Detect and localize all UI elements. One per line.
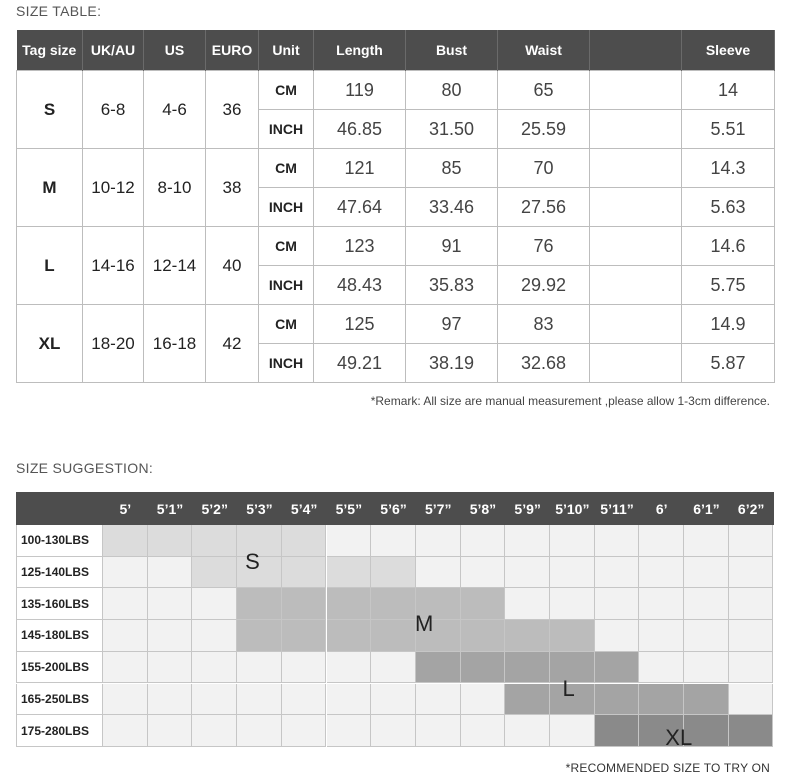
grid-cell: [327, 557, 372, 589]
zone-label-s: S: [245, 548, 260, 574]
blank-cell: [590, 266, 682, 305]
grid-cell: [416, 525, 461, 557]
size-table-header-row: [17, 30, 775, 71]
bust-cell: 85: [406, 149, 498, 188]
grid-cell: [282, 588, 327, 620]
height-header: 5’5”: [335, 500, 363, 517]
grid-cell: [371, 525, 416, 557]
length-cell: 46.85: [314, 110, 406, 149]
blank-cell: [590, 149, 682, 188]
grid-cell: [639, 620, 684, 652]
bust-cell: 91: [406, 227, 498, 266]
weight-label: 165-250LBS: [16, 684, 103, 716]
euro-cell: 40: [206, 227, 259, 305]
grid-cell: [148, 652, 193, 684]
bust-cell: 35.83: [406, 266, 498, 305]
grid-cell: [237, 652, 282, 684]
grid-cell: [461, 588, 506, 620]
grid-cell: [639, 525, 684, 557]
unit-cell: INCH: [259, 344, 314, 383]
length-cell: 47.64: [314, 188, 406, 227]
grid-cell: [371, 588, 416, 620]
col-euro: EURO: [206, 30, 259, 71]
grid-cell: [684, 684, 729, 716]
length-cell: 49.21: [314, 344, 406, 383]
grid-cell: [595, 588, 640, 620]
grid-cell: [327, 652, 372, 684]
grid-cell: [729, 588, 774, 620]
grid-cell: [371, 715, 416, 747]
table-row: [17, 149, 775, 188]
length-cell: 119: [314, 71, 406, 110]
grid-cell: [148, 557, 193, 589]
grid-cell: [237, 684, 282, 716]
bust-cell: 80: [406, 71, 498, 110]
grid-cell: [103, 715, 148, 747]
grid-cell: [237, 620, 282, 652]
grid-cell: [729, 652, 774, 684]
grid-cell: [595, 557, 640, 589]
grid-cell: [103, 652, 148, 684]
unit-cell: CM: [259, 305, 314, 344]
height-header: 5’2”: [201, 500, 228, 517]
height-header: 6’: [655, 500, 668, 517]
measurement-remark: *Remark: All size are manual measurement ,please allow 1-3cm difference.: [370, 394, 770, 408]
unit-cell: INCH: [259, 110, 314, 149]
sleeve-cell: 5.51: [682, 110, 775, 149]
col-tag-size: Tag size: [17, 30, 83, 71]
sleeve-cell: 5.63: [682, 188, 775, 227]
sleeve-cell: 5.87: [682, 344, 775, 383]
grid-cell: [684, 557, 729, 589]
grid-cell: [148, 525, 193, 557]
grid-cell: [595, 652, 640, 684]
uk-au-cell: 10-12: [83, 149, 144, 227]
grid-cell: [461, 620, 506, 652]
weight-label: 125-140LBS: [16, 557, 103, 589]
height-header: 5’1”: [156, 500, 184, 517]
length-cell: 125: [314, 305, 406, 344]
grid-cell: [192, 652, 237, 684]
waist-cell: 32.68: [498, 344, 590, 383]
grid-cell: [639, 652, 684, 684]
size-table: [16, 30, 775, 383]
tag-size-cell: S: [17, 71, 83, 149]
grid-cell: [103, 620, 148, 652]
grid-cell: [148, 620, 193, 652]
height-header: 5’8”: [469, 500, 497, 517]
uk-au-cell: 6-8: [83, 71, 144, 149]
grid-cell: [103, 525, 148, 557]
blank-cell: [590, 344, 682, 383]
waist-cell: 27.56: [498, 188, 590, 227]
col-unit: Unit: [259, 30, 314, 71]
table-row: [17, 227, 775, 266]
blank-cell: [590, 110, 682, 149]
us-cell: 12-14: [144, 227, 206, 305]
size-table-heading: SIZE TABLE:: [16, 3, 102, 19]
grid-cell: [505, 715, 550, 747]
grid-cell: [148, 715, 193, 747]
waist-cell: 25.59: [498, 110, 590, 149]
unit-cell: CM: [259, 227, 314, 266]
grid-cell: [684, 652, 729, 684]
grid-cell: [729, 620, 774, 652]
grid-cell: [505, 557, 550, 589]
height-header: 5’10”: [555, 500, 590, 517]
grid-cell: [505, 525, 550, 557]
table-row: [17, 305, 775, 344]
zone-label-m: M: [414, 610, 434, 636]
sleeve-cell: 14.3: [682, 149, 775, 188]
grid-cell: [148, 588, 193, 620]
grid-cell: [461, 525, 506, 557]
table-row: [17, 71, 775, 110]
grid-cell: [192, 684, 237, 716]
grid-cell: [550, 525, 595, 557]
bust-cell: 97: [406, 305, 498, 344]
grid-cell: [550, 588, 595, 620]
grid-cell: [416, 684, 461, 716]
col-us: US: [144, 30, 206, 71]
weight-label: 135-160LBS: [16, 588, 103, 620]
grid-cell: [371, 620, 416, 652]
height-header: 5’6”: [380, 500, 407, 517]
length-cell: 123: [314, 227, 406, 266]
tag-size-cell: XL: [17, 305, 83, 383]
grid-cell: [282, 525, 327, 557]
sleeve-cell: 5.75: [682, 266, 775, 305]
grid-cell: [639, 588, 684, 620]
grid-cell: [639, 684, 684, 716]
grid-cell: [103, 684, 148, 716]
grid-cell: [192, 557, 237, 589]
grid-cell: [282, 684, 327, 716]
grid-cell: [461, 557, 506, 589]
grid-cell: [327, 715, 372, 747]
grid-cell: [639, 557, 684, 589]
col-length: Length: [314, 30, 406, 71]
grid-cell: [371, 684, 416, 716]
height-header: 5’3”: [246, 500, 273, 517]
size-suggestion-heading: SIZE SUGGESTION:: [16, 460, 154, 476]
tag-size-cell: M: [17, 149, 83, 227]
grid-cell: [148, 684, 193, 716]
weight-label: 155-200LBS: [16, 652, 103, 684]
grid-cell: [371, 652, 416, 684]
grid-cell: [684, 588, 729, 620]
weight-label: 100-130LBS: [16, 525, 103, 557]
uk-au-cell: 18-20: [83, 305, 144, 383]
grid-cell: [416, 652, 461, 684]
grid-cell: [282, 652, 327, 684]
unit-cell: INCH: [259, 266, 314, 305]
height-header: 5’7”: [425, 500, 452, 517]
us-cell: 16-18: [144, 305, 206, 383]
col-sleeve: Sleeve: [682, 30, 775, 71]
blank-cell: [590, 227, 682, 266]
grid-cell: [595, 684, 640, 716]
zone-label-xl: XL: [665, 724, 693, 750]
waist-cell: 65: [498, 71, 590, 110]
col-uk-au: UK/AU: [83, 30, 144, 71]
waist-cell: 70: [498, 149, 590, 188]
weight-label: 145-180LBS: [16, 620, 103, 652]
blank-cell: [590, 188, 682, 227]
grid-cell: [327, 588, 372, 620]
length-cell: 121: [314, 149, 406, 188]
grid-cell: [192, 715, 237, 747]
grid-cell: [416, 557, 461, 589]
grid-cell: [327, 525, 372, 557]
grid-cell: [684, 525, 729, 557]
grid-cell: [282, 557, 327, 589]
grid-cell: [237, 588, 282, 620]
blank-cell: [590, 305, 682, 344]
grid-cell: [729, 684, 774, 716]
grid-cell: [505, 588, 550, 620]
size-suggestion-grid: [16, 492, 774, 750]
grid-cell: [505, 652, 550, 684]
sleeve-cell: 14: [682, 71, 775, 110]
grid-cell: [550, 557, 595, 589]
waist-cell: 76: [498, 227, 590, 266]
unit-cell: INCH: [259, 188, 314, 227]
length-cell: 48.43: [314, 266, 406, 305]
unit-cell: CM: [259, 149, 314, 188]
waist-cell: 83: [498, 305, 590, 344]
grid-cell: [595, 525, 640, 557]
blank-cell: [590, 71, 682, 110]
grid-cell: [684, 620, 729, 652]
sleeve-cell: 14.9: [682, 305, 775, 344]
unit-cell: CM: [259, 71, 314, 110]
waist-cell: 29.92: [498, 266, 590, 305]
grid-cell: [461, 684, 506, 716]
height-header: 5’9”: [514, 500, 541, 517]
grid-cell: [461, 715, 506, 747]
height-header: 5’11”: [600, 500, 634, 517]
grid-cell: [192, 525, 237, 557]
bust-cell: 38.19: [406, 344, 498, 383]
weight-label: 175-280LBS: [16, 715, 103, 747]
height-header: 6’1”: [693, 500, 720, 517]
bust-cell: 31.50: [406, 110, 498, 149]
col-bust: Bust: [406, 30, 498, 71]
grid-cell: [550, 620, 595, 652]
grid-cell: [327, 620, 372, 652]
grid-cell: [192, 620, 237, 652]
grid-cell: [282, 620, 327, 652]
grid-cell: [327, 684, 372, 716]
tag-size-cell: L: [17, 227, 83, 305]
euro-cell: 36: [206, 71, 259, 149]
recommended-size-note: *RECOMMENDED SIZE TO TRY ON: [565, 761, 770, 775]
grid-cell: [729, 525, 774, 557]
grid-cell: [595, 620, 640, 652]
grid-cell: [282, 715, 327, 747]
grid-cell: [103, 557, 148, 589]
us-cell: 4-6: [144, 71, 206, 149]
grid-cell: [461, 652, 506, 684]
grid-cell: [729, 557, 774, 589]
us-cell: 8-10: [144, 149, 206, 227]
height-header: 5’: [119, 500, 132, 517]
grid-cell: [550, 715, 595, 747]
euro-cell: 42: [206, 305, 259, 383]
bust-cell: 33.46: [406, 188, 498, 227]
grid-cell: [371, 557, 416, 589]
zone-label-l: L: [562, 675, 575, 701]
grid-cell: [505, 620, 550, 652]
grid-cell: [192, 588, 237, 620]
grid-cell: [505, 684, 550, 716]
grid-cell: [416, 715, 461, 747]
col-blank: [590, 30, 682, 71]
height-header: 6’2”: [737, 500, 765, 517]
col-waist: Waist: [498, 30, 590, 71]
grid-cell: [595, 715, 640, 747]
euro-cell: 38: [206, 149, 259, 227]
uk-au-cell: 14-16: [83, 227, 144, 305]
grid-cell: [103, 588, 148, 620]
grid-cell: [237, 715, 282, 747]
grid-cell: [729, 715, 774, 747]
sleeve-cell: 14.6: [682, 227, 775, 266]
height-header: 5’4”: [290, 500, 318, 517]
